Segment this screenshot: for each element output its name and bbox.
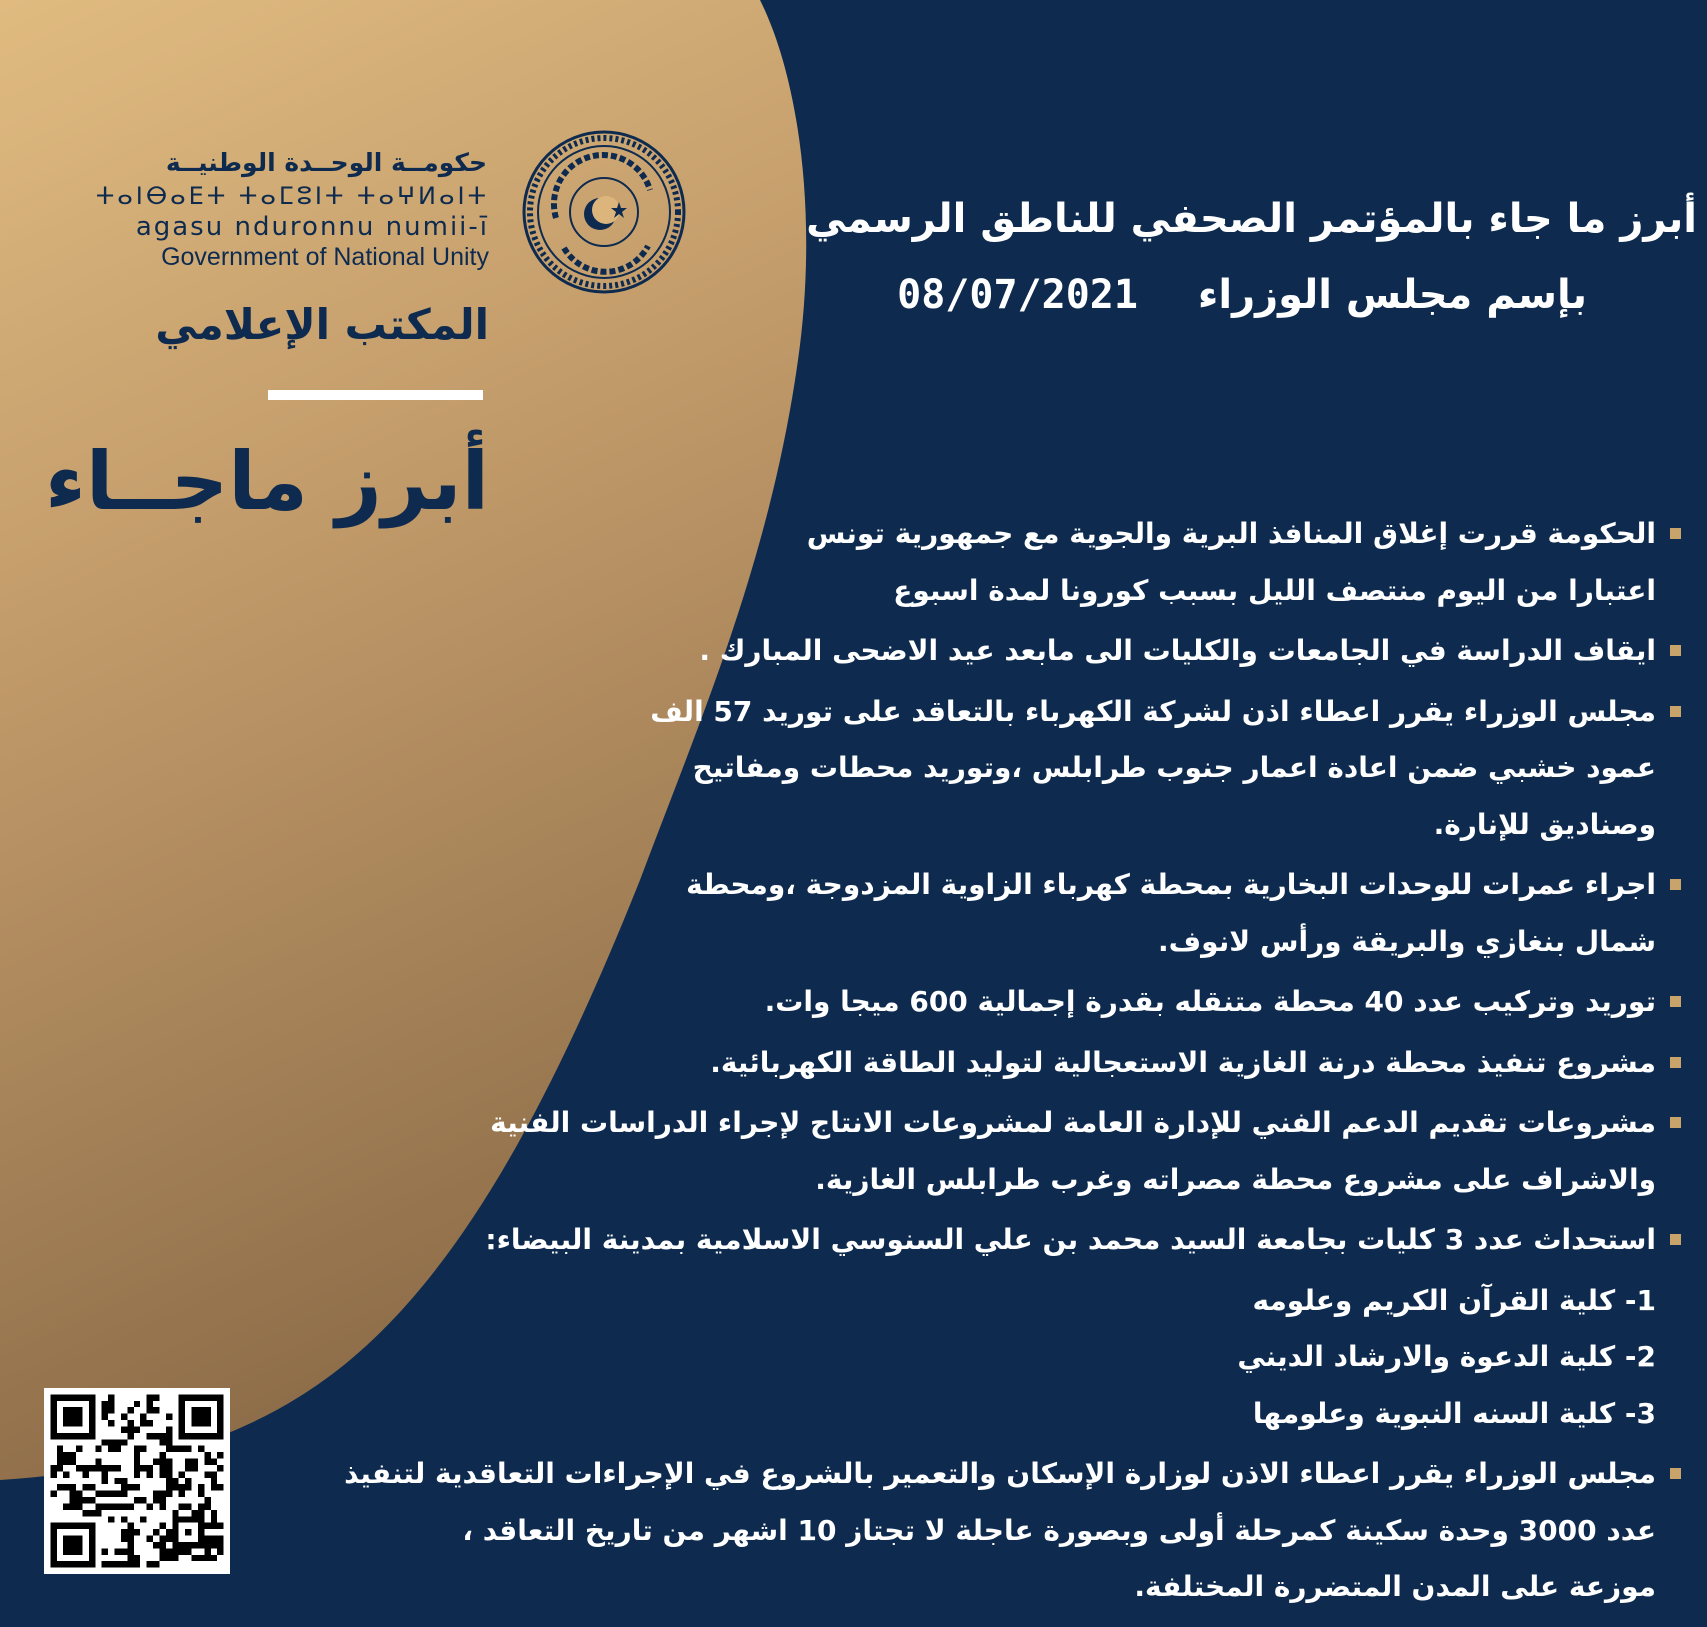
bullet-icon xyxy=(1670,706,1681,717)
list-item xyxy=(441,623,1681,680)
bullet-icon xyxy=(1670,996,1681,1007)
list-item-line: موزعة على المدن المتضررة المختلفة. xyxy=(1134,1570,1656,1603)
sub-list xyxy=(441,1273,1656,1443)
list-item-line: مشروعات تقديم الدعم الفني للإدارة العامة لمشروعات الانتاج لإجراء الدراسات الفنية xyxy=(490,1106,1656,1139)
list-item-line: والاشراف على مشروع محطة مصراته وغرب طرابلس الغازية. xyxy=(815,1162,1656,1196)
bullet-icon xyxy=(1670,528,1681,539)
list-item-line: اجراء عمرات للوحدات البخارية بمحطة كهرباء الزاوية المزدوجة ،ومحطة xyxy=(686,868,1656,901)
list-item xyxy=(441,1035,1681,1092)
list-item xyxy=(441,1212,1681,1269)
bullet-icon xyxy=(1670,645,1681,656)
highlights-heading: أبرز ماجــاء xyxy=(45,435,489,528)
list-item xyxy=(441,974,1681,1031)
title-date: 08/07/2021 xyxy=(897,272,1138,318)
title-council-label: بإسم مجلس الوزراء xyxy=(1197,272,1587,318)
list-item-line: مجلس الوزراء يقرر اعطاء اذن لشركة الكهرباء بالتعاقد على توريد 57 الف xyxy=(650,694,1656,728)
media-office-label: المكتب الإعلامي xyxy=(155,300,489,349)
list-item xyxy=(344,1446,1681,1616)
list-item-line: ايقاف الدراسة في الجامعات والكليات الى مابعد عيد الاضحى المبارك . xyxy=(699,634,1656,667)
list-item-line: عدد 3000 وحدة سكينة كمرحلة أولى وبصورة عاجلة لا تجتاز 10 اشهر من تاريخ التعاقد ، xyxy=(462,1513,1656,1547)
list-item-text xyxy=(441,857,1656,970)
list-item-text xyxy=(441,1095,1656,1208)
bullet-icon xyxy=(1670,1234,1681,1245)
sub-list-item: 1- كلية القرآن الكريم وعلومه xyxy=(1252,1283,1656,1317)
list-item-text xyxy=(441,974,1656,1031)
government-name-arabic: حكومــة الوحــدة الوطنيــة xyxy=(165,148,487,177)
highlights-list xyxy=(344,506,1681,1620)
bullet-icon xyxy=(1670,879,1681,890)
page-title-line2 xyxy=(687,272,1587,318)
list-item xyxy=(441,684,1681,854)
government-name-amazigh: agasu nduronnu numii-ī xyxy=(135,212,489,242)
list-item-text xyxy=(344,1446,1656,1616)
bullet-icon xyxy=(1670,1468,1681,1479)
list-item-text xyxy=(441,623,1656,680)
list-item-text xyxy=(441,506,1656,619)
list-item-line: اعتبارا من اليوم منتصف الليل بسبب كورونا لمدة اسبوع xyxy=(893,573,1656,607)
divider xyxy=(268,390,483,400)
sub-list-item: 3- كلية السنه النبوية وعلومها xyxy=(1252,1396,1656,1430)
list-item-line: مشروع تنفيذ محطة درنة الغازية الاستعجالية لتوليد الطاقة الكهربائية. xyxy=(710,1045,1656,1079)
list-item-text xyxy=(441,1035,1656,1092)
list-item xyxy=(441,506,1681,619)
list-item-text xyxy=(441,1212,1656,1269)
list-item-text xyxy=(441,684,1656,854)
sub-list-item: 2- كلية الدعوة والارشاد الديني xyxy=(1237,1340,1656,1373)
list-item-line: توريد وتركيب عدد 40 محطة متنقله بقدرة إجمالية 600 ميجا وات. xyxy=(764,985,1656,1018)
page-title-line1: أبرز ما جاء بالمؤتمر الصحفي للناطق الرسمي xyxy=(806,196,1697,242)
list-item-line: الحكومة قررت إغلاق المنافذ البرية والجوية مع جمهورية تونس xyxy=(806,517,1656,550)
list-item-line: مجلس الوزراء يقرر اعطاء الاذن لوزارة الإسكان والتعمير بالشروع في الإجراءات التعاقدية لتنفيذ xyxy=(344,1457,1656,1490)
list-item-line: عمود خشبي ضمن اعادة اعمار جنوب طرابلس ،وتوريد محطات ومفاتيح xyxy=(692,751,1656,784)
bullet-icon xyxy=(1670,1117,1681,1128)
list-item xyxy=(441,857,1681,970)
list-item xyxy=(441,1095,1681,1208)
bullet-icon xyxy=(1670,1057,1681,1068)
government-seal-icon xyxy=(520,128,688,296)
government-name-tifinagh: ⵜⴰⵏⴱⴰⴹⵜ ⵜⴰⵎⵓⵏⵜ ⵜⴰⵖⵍⴰⵏⵜ xyxy=(95,182,489,210)
government-name-english: Government of National Unity xyxy=(161,243,489,271)
list-item-line: وصناديق للإنارة. xyxy=(1433,807,1656,841)
list-item-line: شمال بنغازي والبريقة ورأس لانوف. xyxy=(1158,924,1656,958)
list-item-line: استحداث عدد 3 كليات بجامعة السيد محمد بن علي السنوسي الاسلامية بمدينة البيضاء: xyxy=(485,1223,1656,1256)
qr-code-icon[interactable] xyxy=(44,1388,230,1574)
